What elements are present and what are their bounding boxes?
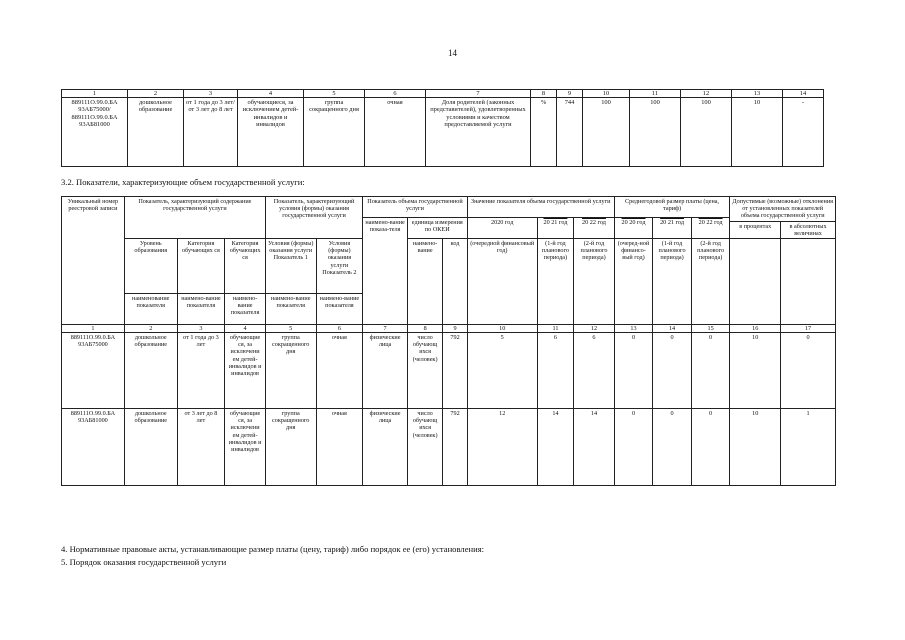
header-empty — [730, 239, 781, 325]
service-condition: группа сокращенного дня — [265, 333, 316, 409]
header-dev-pct: в процентах — [730, 221, 781, 238]
col-num: 8 — [407, 325, 443, 333]
col-num: 11 — [537, 325, 574, 333]
col-num: 10 — [583, 90, 630, 98]
student-category: обучающиеся, за исключением детей-инвалидов и инвалидов — [238, 98, 304, 167]
col-num: 5 — [304, 90, 365, 98]
header-year: 20 22 год — [574, 218, 615, 239]
value-2021: 14 — [537, 409, 574, 486]
header-volume-name: наимено-вание показа-теля — [363, 218, 408, 325]
col-num: 6 — [365, 90, 426, 98]
registry-code: 889111О.99.0.БА 93АБ75000/ 889111О.99.0.БА 93АБ81000 — [62, 98, 128, 167]
table-row — [62, 98, 824, 167]
value-2020: 100 — [583, 98, 630, 167]
page-number: 14 — [448, 48, 457, 58]
age-category: от 1 года до 3 лет — [177, 333, 225, 409]
header-year-sub: (очеред-ной финансо-вый год) — [614, 239, 653, 325]
header-volume: Показатель объема государственной услуги — [363, 197, 467, 218]
col-num: 4 — [225, 325, 266, 333]
service-form: очная — [316, 409, 363, 486]
header-year-sub: (2-й год планового периода) — [691, 239, 730, 325]
header-year-sub: (очередной финансовый год) — [467, 239, 537, 325]
service-form: очная — [316, 333, 363, 409]
header-level: Уровень образования — [124, 239, 177, 294]
header-empty — [781, 239, 836, 325]
col-num: 12 — [574, 325, 615, 333]
header-year-sub: (1-й год планового периода) — [653, 239, 692, 325]
value-2021: 100 — [630, 98, 681, 167]
header-content: Показатель, характеризующий содержание государственной услуги — [124, 197, 265, 239]
fee-2021: 0 — [653, 333, 692, 409]
col-num: 2 — [128, 90, 184, 98]
col-num: 1 — [62, 90, 128, 98]
col-num: 7 — [363, 325, 408, 333]
header-student-category: Категория обучающих ся — [177, 239, 225, 294]
table-row — [62, 409, 836, 486]
quality-indicators-table — [61, 89, 824, 167]
header-unit-name: наимено-вание — [407, 239, 443, 325]
value-2022: 14 — [574, 409, 615, 486]
service-condition: группа сокращенного дня — [304, 98, 365, 167]
deviation-percent: 10 — [732, 98, 783, 167]
section-4-heading: 4. Нормативные правовые акты, устанавливающие размер платы (цену, тариф) либо порядок ее (его) установления: — [61, 544, 485, 554]
col-num: 5 — [265, 325, 316, 333]
age-category: от 1 года до 3 лет/ от 3 лет до 8 лет — [184, 98, 238, 167]
value-2020: 12 — [467, 409, 537, 486]
col-num: 13 — [732, 90, 783, 98]
col-num: 7 — [426, 90, 531, 98]
header-deviation: Допустимые (возможные) отклонения от установленных показателей объема государственной услуги — [730, 197, 836, 222]
col-num: 6 — [316, 325, 363, 333]
header-name-indicator: наимено-вание показателя — [265, 294, 316, 325]
header-dev-abs: в абсолютных величинах — [781, 221, 836, 238]
age-category: от 3 лет до 8 лет — [177, 409, 225, 486]
unit: % — [531, 98, 557, 167]
value-2021: 6 — [537, 333, 574, 409]
service-form: очная — [365, 98, 426, 167]
value-2020: 5 — [467, 333, 537, 409]
registry-code: 889111О.99.0.БА 93АБ81000 — [62, 409, 125, 486]
header-value: Значение показателя объема государственной услуги — [467, 197, 614, 218]
table-row — [62, 333, 836, 409]
column-number-row — [62, 325, 836, 333]
value-2022: 100 — [681, 98, 732, 167]
section-5-heading: 5. Порядок оказания государственной услуги — [61, 557, 227, 567]
measure-unit: число обучающ ихся (человек) — [407, 333, 443, 409]
deviation-absolute: - — [783, 98, 824, 167]
education-level: дошкольное образование — [124, 333, 177, 409]
header-name-indicator: наимено-вание показателя — [177, 294, 225, 325]
col-num: 3 — [177, 325, 225, 333]
deviation-absolute: 0 — [781, 333, 836, 409]
fee-2020: 0 — [614, 333, 653, 409]
deviation-absolute: 1 — [781, 409, 836, 486]
measure-unit: число обучающ ихся (человек) — [407, 409, 443, 486]
col-num: 11 — [630, 90, 681, 98]
education-level: дошкольное образование — [128, 98, 184, 167]
col-num: 15 — [691, 325, 730, 333]
recipient-type: физические лица — [363, 333, 408, 409]
header-unit-code: код — [443, 239, 467, 325]
volume-indicators-table — [61, 196, 836, 486]
okei-code: 792 — [443, 333, 467, 409]
header-registry: Уникальный номер реестровой записи — [62, 197, 125, 325]
col-num: 16 — [730, 325, 781, 333]
fee-2021: 0 — [653, 409, 692, 486]
registry-code: 889111О.99.0.БА 93АБ75000 — [62, 333, 125, 409]
header-condition-1: Условия (формы) оказания услуги Показатель 1 — [265, 239, 316, 294]
col-num: 1 — [62, 325, 125, 333]
fee-2022: 0 — [691, 409, 730, 486]
header-name-indicator: наименование показателя — [124, 294, 177, 325]
okei-code: 792 — [443, 409, 467, 486]
header-year: 20 21 год — [653, 218, 692, 239]
okei-code: 744 — [557, 98, 583, 167]
header-name-indicator: наимено-вание показателя — [316, 294, 363, 325]
header-year-sub: (2-й год планового периода) — [574, 239, 615, 325]
deviation-percent: 10 — [730, 333, 781, 409]
fee-2020: 0 — [614, 409, 653, 486]
col-num: 2 — [124, 325, 177, 333]
col-num: 3 — [184, 90, 238, 98]
fee-2022: 0 — [691, 333, 730, 409]
header-condition-2: Условия (формы) оказания услуги Показатель 2 — [316, 239, 363, 294]
col-num: 12 — [681, 90, 732, 98]
col-num: 17 — [781, 325, 836, 333]
column-number-row — [62, 90, 824, 98]
education-level: дошкольное образование — [124, 409, 177, 486]
header-year-sub: (1-й год планового периода) — [537, 239, 574, 325]
header-conditions: Показатель, характеризующий условия (формы) оказания государственной услуги — [265, 197, 362, 239]
service-condition: группа сокращенного дня — [265, 409, 316, 486]
header-volume-unit: единица измерения по ОКЕИ — [407, 218, 467, 239]
recipient-type: физические лица — [363, 409, 408, 486]
col-num: 14 — [783, 90, 824, 98]
col-num: 4 — [238, 90, 304, 98]
header-name-indicator: наимено-вание показателя — [225, 294, 266, 325]
col-num: 10 — [467, 325, 537, 333]
header-student-category: Категория обучающих ся — [225, 239, 266, 294]
header-year: 20 21 год — [537, 218, 574, 239]
student-category: обучающие ся, за исключени ем детей-инвалидов и инвалидов — [225, 333, 266, 409]
student-category: обучающие ся, за исключени ем детей-инвалидов и инвалидов — [225, 409, 266, 486]
header-year: 2020 год — [467, 218, 537, 239]
header-year: 20 20 год — [614, 218, 653, 239]
indicator-name: Доля родителей (законных представителей), удовлетворенных условиями и качеством предоставляемой услуги — [426, 98, 531, 167]
deviation-percent: 10 — [730, 409, 781, 486]
header-year: 20 22 год — [691, 218, 730, 239]
col-num: 9 — [443, 325, 467, 333]
section-title: 3.2. Показатели, характеризующие объем государственной услуги: — [61, 177, 305, 187]
col-num: 13 — [614, 325, 653, 333]
col-num: 9 — [557, 90, 583, 98]
value-2022: 6 — [574, 333, 615, 409]
col-num: 8 — [531, 90, 557, 98]
col-num: 14 — [653, 325, 692, 333]
header-fee: Среднегодовой размер платы (цена, тариф) — [614, 197, 730, 218]
